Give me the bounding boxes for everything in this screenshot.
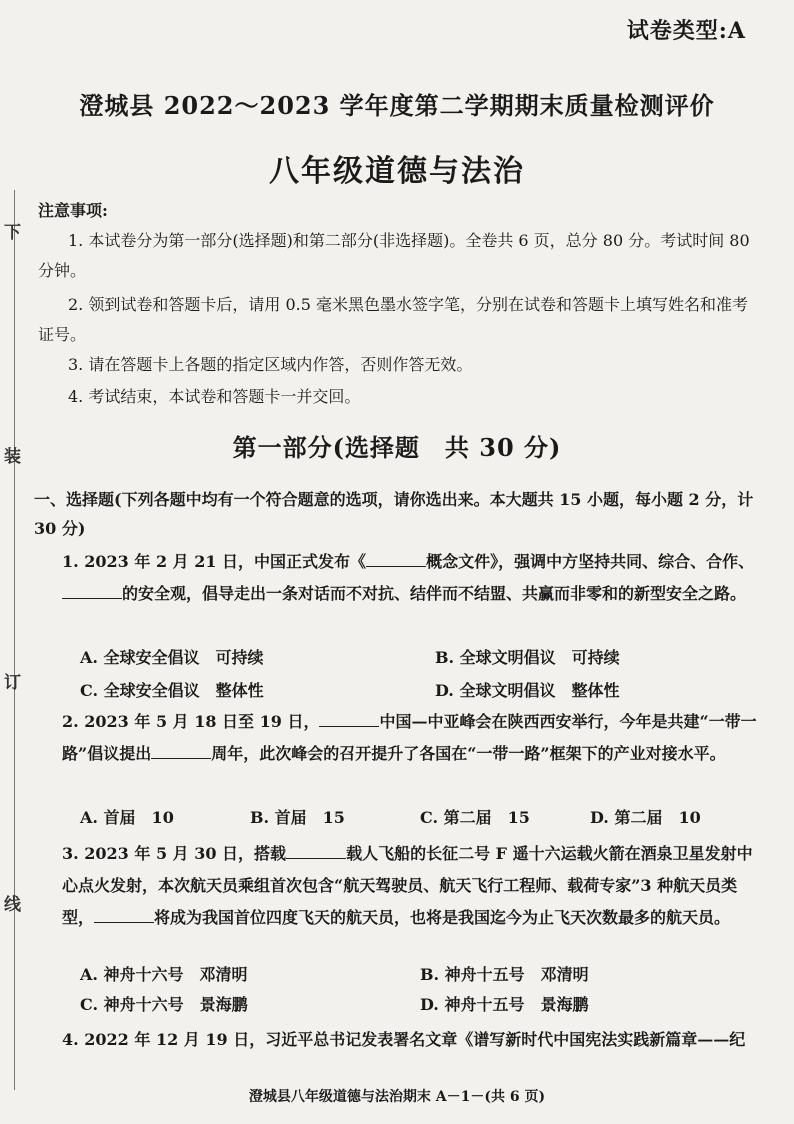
option-c: C. 第二届 15: [420, 808, 530, 827]
option-b: B. 全球文明倡议 可持续: [435, 648, 620, 667]
binding-margin-line: [14, 190, 15, 1090]
margin-char: 订: [4, 673, 21, 693]
option-a: A. 全球安全倡议 可持续: [80, 648, 264, 667]
section-heading: 一、选择题(下列各题中均有一个符合题意的选项，请你选出来。本大题共 15 小题，每小题 2 分，计 30 分): [34, 490, 754, 538]
question-3: 3. 2023 年 5 月 30 日，搭载 载人飞船的长征二号 F 遥十六运载火箭在酒泉卫星发射中心点火发射，本次航天员乘组首次包含“航天驾驶员、航天飞行工程师、载荷专家”3 种航天员类型， 将成为我国首位四度飞天的航天员，也将是我国迄今为止飞天次数最多的航天员。: [62, 844, 753, 927]
option-b: B. 神舟十五号 邓清明: [420, 965, 589, 984]
paper-type-label: 试卷类型:A: [626, 18, 746, 44]
part-one-title: 第一部分(选择题 共 30 分): [232, 433, 562, 462]
answer-blank: [62, 582, 122, 599]
question-4: 4. 2022 年 12 月 19 日，习近平总书记发表署名文章《谱写新时代中国宪法实践新篇章——纪: [62, 1030, 746, 1049]
margin-char: 下: [4, 223, 21, 243]
option-c: C. 神舟十六号 景海鹏: [80, 995, 248, 1014]
notice-item: 4. 考试结束，本试卷和答题卡一并交回。: [68, 387, 361, 406]
notice-item: 3. 请在答题卡上各题的指定区域内作答，否则作答无效。: [68, 355, 473, 374]
answer-blank: [319, 710, 379, 727]
option-d: D. 神舟十五号 景海鹏: [420, 995, 589, 1014]
option-d: D. 全球文明倡议 整体性: [435, 681, 620, 700]
option-d: D. 第二届 10: [590, 808, 701, 827]
option-b: B. 首届 15: [250, 808, 345, 827]
answer-blank: [151, 742, 211, 759]
option-c: C. 全球安全倡议 整体性: [80, 681, 264, 700]
option-a: A. 神舟十六号 邓清明: [80, 965, 248, 984]
page-footer: 澄城县八年级道德与法治期末 A－1－(共 6 页): [248, 1089, 546, 1105]
margin-char: 装: [4, 447, 21, 467]
question-2: 2. 2023 年 5 月 18 日至 19 日， 中国—中亚峰会在陕西西安举行，今年是共建“一带一路”倡议提出 周年，此次峰会的召开提升了各国在“一带一路”框架下的产业对接水平。: [62, 712, 757, 763]
notice-heading: 注意事项:: [38, 201, 108, 220]
margin-char: 线: [4, 895, 21, 915]
answer-blank: [286, 842, 346, 859]
exam-title: 澄城县 2022～2023 学年度第二学期期末质量检测评价: [79, 91, 715, 120]
answer-blank: [366, 550, 426, 567]
subject-title: 八年级道德与法治: [269, 154, 525, 189]
answer-blank: [94, 906, 154, 923]
notice-item: 2. 领到试卷和答题卡后，请用 0.5 毫米黑色墨水签字笔，分别在试卷和答题卡上填写姓名和准考证号。: [38, 295, 748, 344]
option-a: A. 首届 10: [80, 808, 174, 827]
notice-item: 1. 本试卷分为第一部分(选择题)和第二部分(非选择题)。全卷共 6 页，总分 80 分。考试时间 80 分钟。: [38, 231, 750, 280]
question-1: 1. 2023 年 2 月 21 日，中国正式发布《 概念文件》，强调中方坚持共同、综合、合作、的安全观，倡导走出一条对话而不对抗、结伴而不结盟、共赢而非零和的新型安全之路。: [62, 552, 755, 603]
